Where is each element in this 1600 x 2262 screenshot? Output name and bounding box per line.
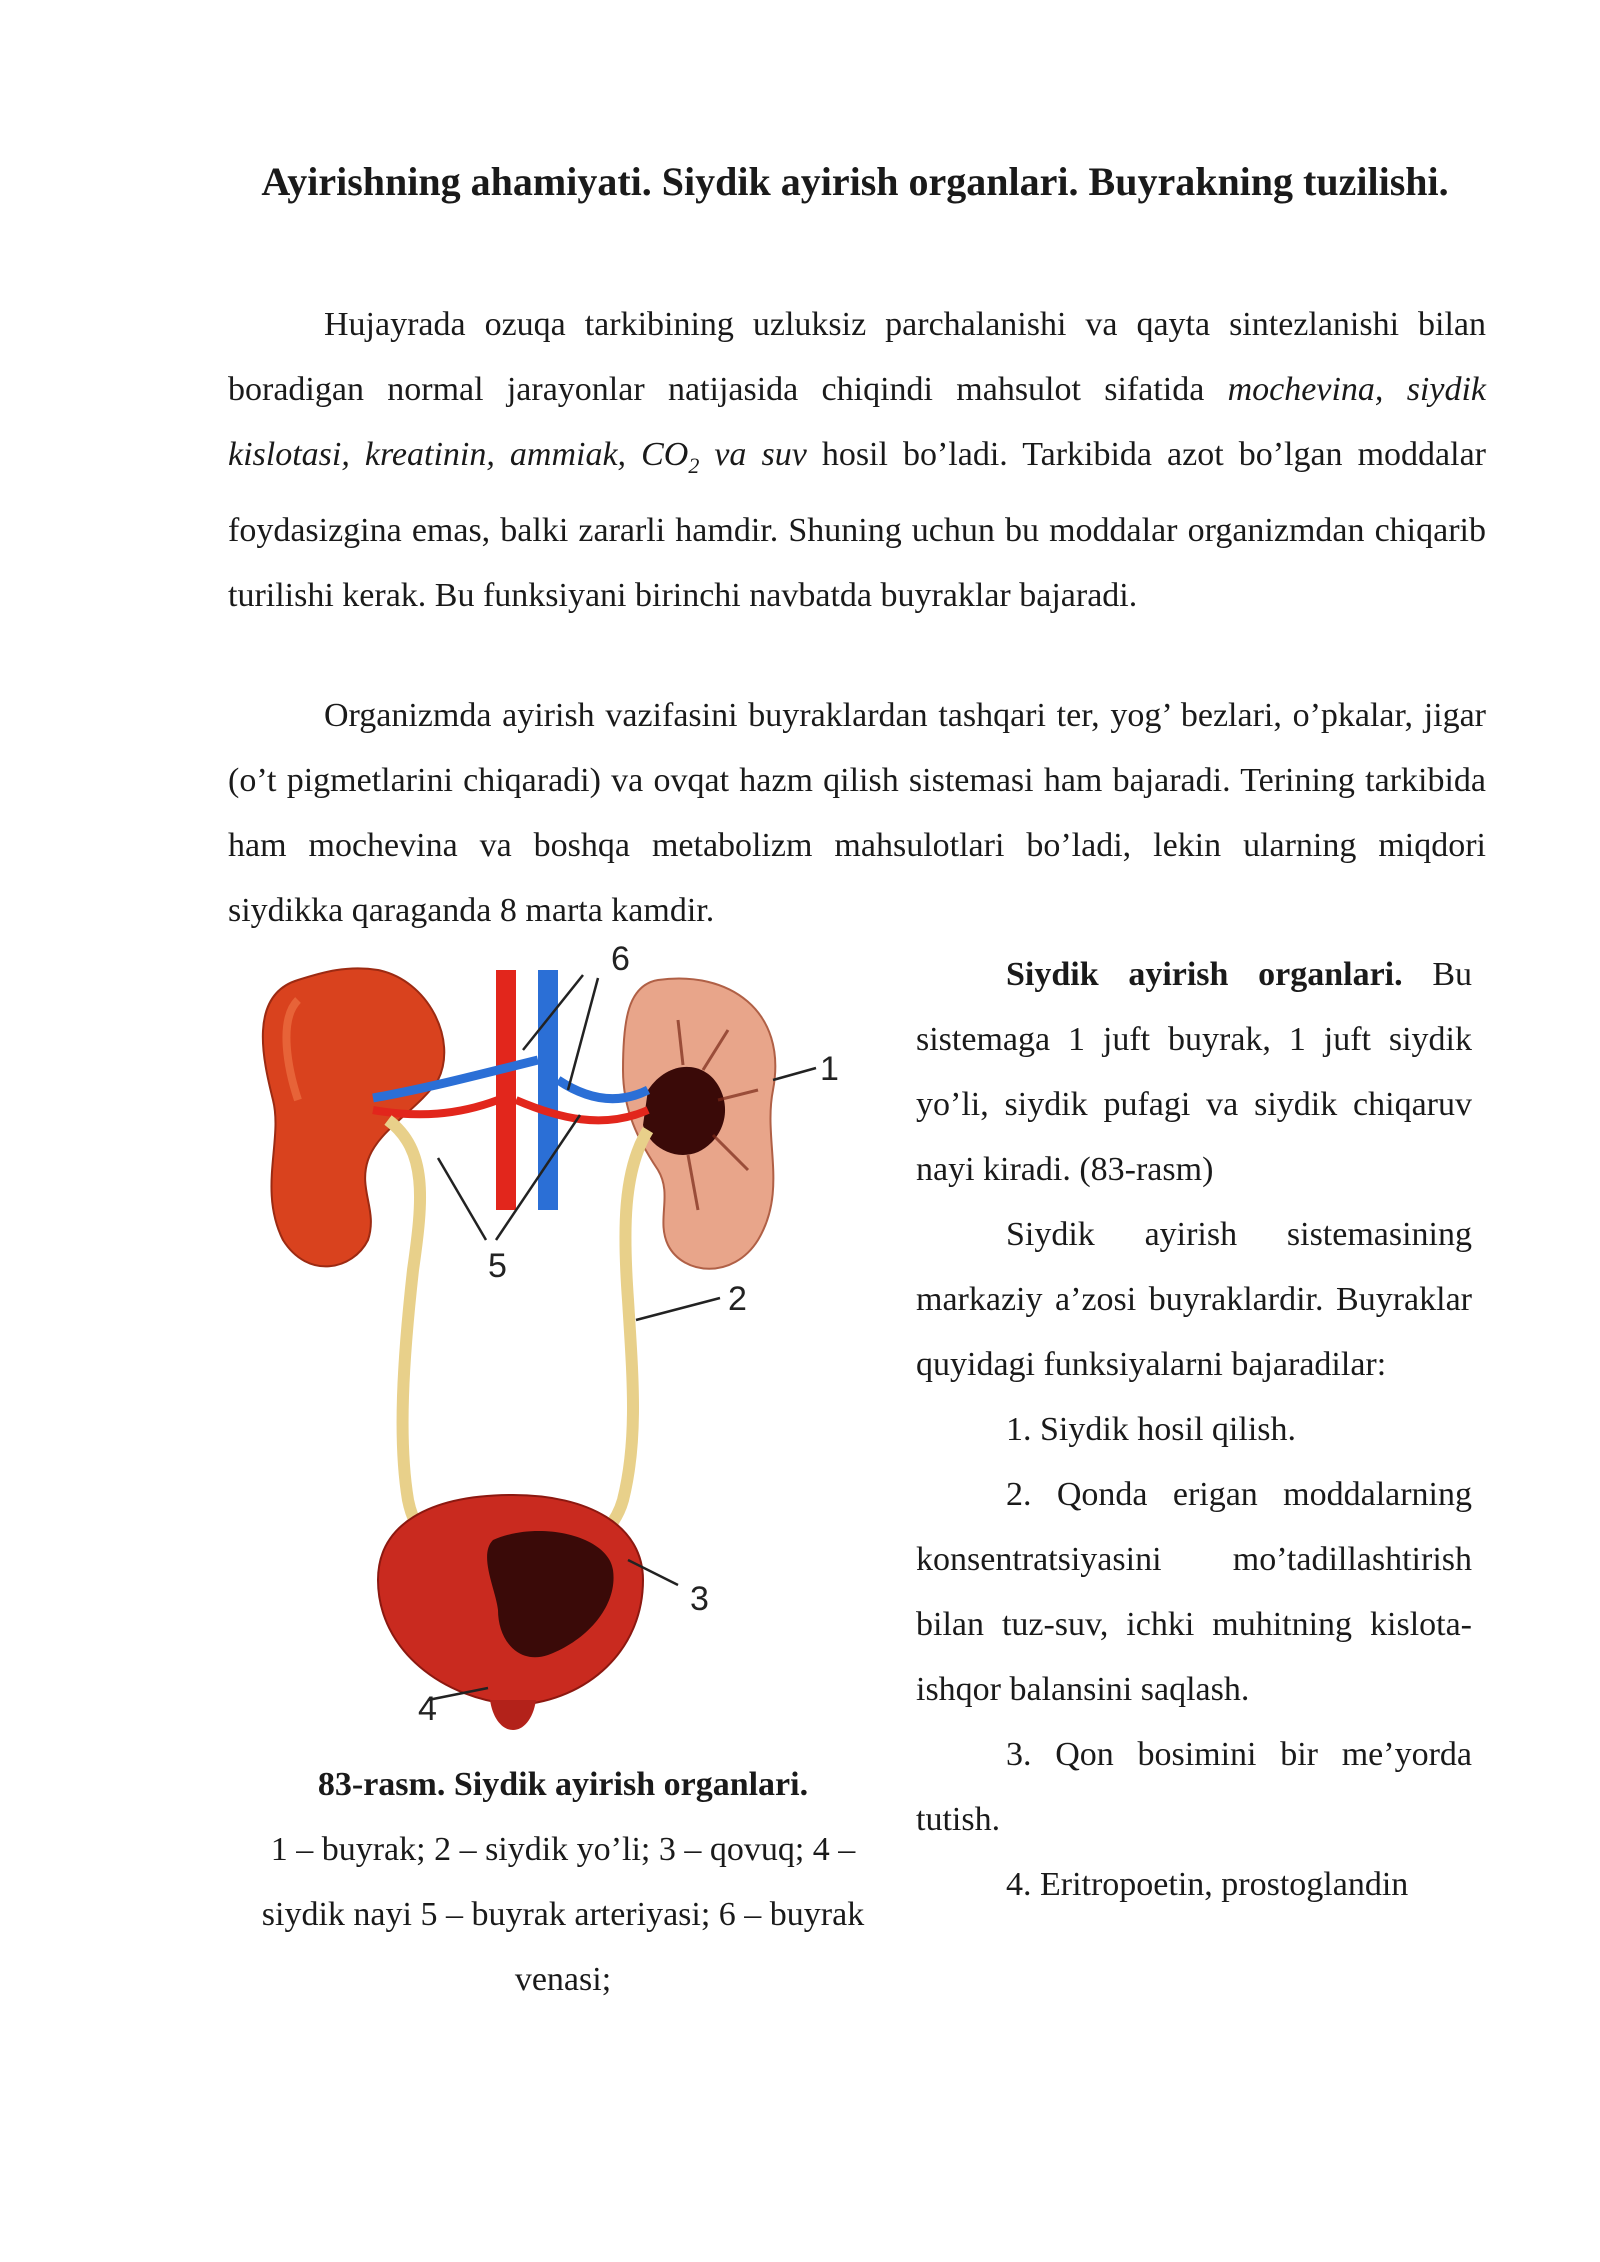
- right-column-text: [916, 942, 1472, 1917]
- organs-heading-rest: Bu sistemaga 1 juft buyrak, 1 juft siydik yo’li, siydik pufagi va siydik chiqaruv nayi kiradi. (83-rasm): [916, 956, 1472, 1188]
- label-3: 3: [690, 1580, 709, 1618]
- function-item-4: 4. Eritropoetin, prostoglandin: [1006, 1866, 1409, 1903]
- function-item-2: 2. Qonda erigan moddalarning konsentratsiyasini mo’tadillashtirish bilan tuz-suv, ichki muhitning kislota-ishqor balansini saqlash.: [916, 1476, 1472, 1708]
- left-ureter: [388, 1120, 438, 1545]
- paragraph-intro: [228, 292, 1486, 628]
- figure-caption: [238, 1752, 888, 2012]
- urinary-system-figure: [228, 940, 890, 1740]
- label-1: 1: [820, 1050, 839, 1088]
- function-item-1: 1. Siydik hosil qilish.: [1006, 1411, 1296, 1448]
- kidneys-paragraph: Siydik ayirish sistemasining markaziy a’zosi buyraklardir. Buyraklar quyidagi funksiyalarni bajaradilar:: [916, 1216, 1472, 1383]
- figure-caption-text: 1 – buyrak; 2 – siydik yo’li; 3 – qovuq; 4 – siydik nayi 5 – buyrak arteriyasi; 6 – buyrak venasi;: [261, 1831, 865, 1998]
- para1-text-a: Hujayrada ozuqa tarkibining uzluksiz parchalanishi va qayta sintezlanishi bilan boradigan normal jarayonlar natijasida chiqindi mahsulot sifatida: [228, 306, 1486, 408]
- organs-paragraph: [916, 942, 1472, 1202]
- leader-1: [773, 1068, 816, 1080]
- aorta: [496, 970, 516, 1210]
- label-2: 2: [728, 1280, 747, 1318]
- paragraph-other-organs: Organizmda ayirish vazifasini buyraklardan tashqari ter, yog’ bezlari, o’pkalar, jigar (o’t pigmetlarini chiqaradi) va ovqat hazm qilish sistemasi ham bajaradi. Terining tarkibida ham mochevina va boshqa metabolizm mahsulotlari bo’ladi, lekin ularning miqdori siydikka qaraganda 8 marta kamdir.: [228, 697, 1486, 929]
- page-title: Ayirishning ahamiyati. Siydik ayirish organlari. Buyrakning tuzilishi.: [261, 159, 1449, 204]
- label-6: 6: [611, 940, 630, 978]
- urinary-system-illustration: [228, 940, 890, 1740]
- figure-caption-title: 83-rasm. Siydik ayirish organlari.: [317, 1766, 809, 1803]
- leader-5a: [438, 1158, 486, 1240]
- organs-heading: Siydik ayirish organlari.: [1006, 956, 1403, 993]
- leader-6b: [568, 978, 598, 1090]
- right-ureter: [588, 1130, 648, 1545]
- para1-italic-a: mochevina, siydik kislotasi, kreatinin, ammiak, CO: [228, 371, 1487, 473]
- label-5: 5: [488, 1247, 507, 1285]
- leader-2: [636, 1298, 720, 1320]
- para1-text-b: hosil bo’ladi. Tarkibida azot bo’lgan moddalar foydasizgina emas, balki zararli hamdir. Shuning uchun bu moddalar organizmdan chiqarib turilishi kerak. Bu funksiyani birinchi navbatda buyraklar bajaradi.: [228, 436, 1486, 614]
- function-item-3: 3. Qon bosimini bir me’yorda tutish.: [916, 1736, 1472, 1838]
- label-4: 4: [418, 1690, 437, 1728]
- para1-subscript: 2: [688, 452, 700, 478]
- para1-italic-b: va suv: [699, 436, 807, 473]
